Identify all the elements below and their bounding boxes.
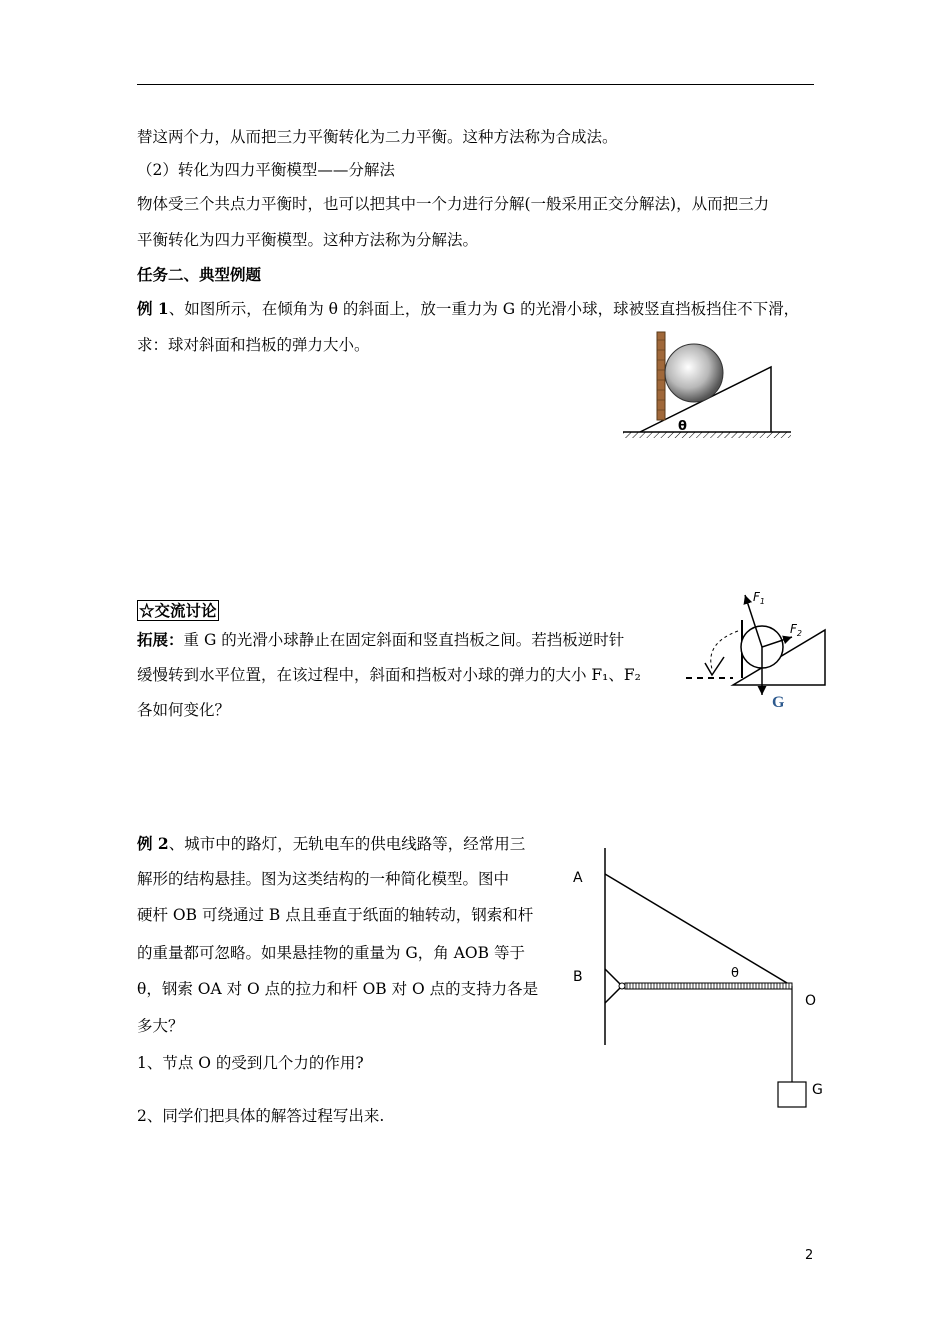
f1-subscript: 1	[759, 597, 765, 606]
paragraph-1: 替这两个力，从而把三力平衡转化为二力平衡。这种方法称为合成法。	[137, 128, 618, 146]
f1-letter: F	[753, 590, 760, 604]
discussion-line1	[137, 630, 624, 650]
label-g: G	[812, 1082, 823, 1098]
vertical-board	[657, 332, 665, 420]
paragraph-3: 物体受三个共点力平衡时，也可以把其中一个力进行分解(一般采用正交分解法)，从而把三力	[137, 195, 770, 213]
example2-line4: 的重量都可忽略。如果悬挂物的重量为 G，角 AOB 等于	[137, 944, 525, 962]
example2-line6: 多大？	[137, 1017, 184, 1035]
example1-line1	[137, 299, 799, 319]
weight-box	[778, 1082, 806, 1107]
label-a: A	[573, 870, 583, 886]
discussion-line2: 缓慢转到水平位置，在该过程中，斜面和挡板对小球的弹力的大小 F₁、F₂	[137, 666, 641, 684]
discussion-heading-text: ☆交流讨论	[139, 601, 217, 620]
task2-heading: 任务二、典型例题	[137, 265, 262, 284]
discussion-line3: 各如何变化？	[137, 701, 231, 719]
rod-hatch	[627, 983, 789, 989]
example2-line1	[137, 834, 525, 854]
example2-line3: 硬杆 OB 可绕通过 B 点且垂直于纸面的轴转动，钢索和杆	[137, 906, 534, 924]
label-o: O	[805, 993, 817, 1009]
discussion-figure	[680, 585, 830, 715]
ball	[665, 344, 723, 402]
theta-label: θ	[678, 419, 687, 434]
g-label: G	[772, 694, 785, 711]
rotation-path	[711, 631, 738, 669]
example2-line2: 解形的结构悬挂。图为这类结构的一种简化模型。图中	[137, 870, 510, 888]
question-2: 2、同学们把具体的解答过程写出来.	[137, 1107, 385, 1125]
hinge-b	[619, 983, 625, 989]
rotation-arrowhead	[705, 657, 724, 675]
extension-label: 拓展：	[137, 630, 184, 649]
example1-figure	[620, 330, 800, 440]
example2-label: 例 2	[137, 834, 169, 853]
paragraph-4: 平衡转化为四力平衡模型。这种方法称为分解法。	[137, 231, 479, 249]
discussion-text: 重 G 的光滑小球静止在固定斜面和竖直挡板之间。若挡板逆时针	[183, 631, 625, 649]
f2-letter: F	[790, 622, 797, 636]
example1-text: 、如图所示，在倾角为 θ 的斜面上，放一重力为 G 的光滑小球，球被竖直挡板挡住不下滑，	[168, 300, 800, 318]
label-b: B	[573, 969, 583, 985]
example1-label: 例 1	[137, 299, 169, 318]
example2-text: 、城市中的路灯，无轨电车的供电线路等，经常用三	[168, 835, 526, 853]
example1-line2: 求：球对斜面和挡板的弹力大小。	[137, 336, 370, 354]
question-1: 1、节点 O 的受到几个力的作用?	[137, 1054, 364, 1072]
header-rule	[137, 84, 814, 85]
f2-subscript: 2	[796, 629, 802, 638]
label-theta: θ	[731, 966, 739, 981]
ground-hatch	[623, 432, 791, 438]
cable-oa	[605, 874, 792, 986]
paragraph-2: （2）转化为四力平衡模型——分解法	[137, 161, 395, 179]
rod-ob	[625, 983, 792, 989]
discussion-heading	[137, 601, 219, 621]
f2-label	[790, 622, 802, 638]
page-number: 2	[805, 1248, 814, 1263]
example2-figure	[565, 845, 835, 1115]
f1-label	[753, 590, 765, 606]
example2-line5: θ，钢索 OA 对 O 点的拉力和杆 OB 对 O 点的支持力各是	[137, 980, 539, 998]
